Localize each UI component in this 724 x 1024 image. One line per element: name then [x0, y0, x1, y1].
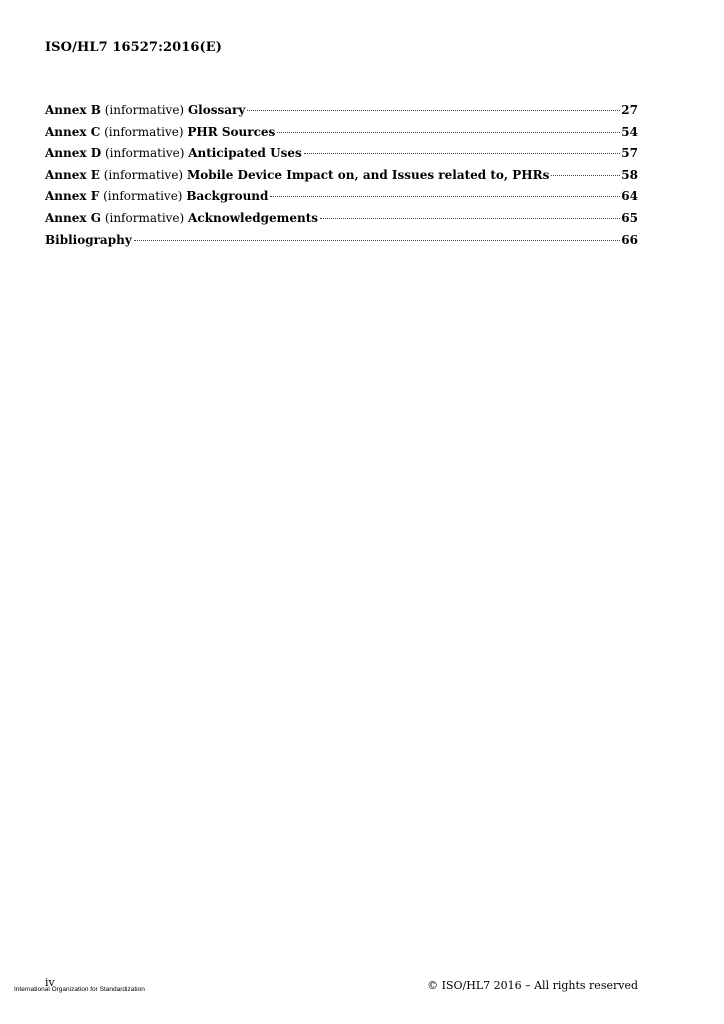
- toc-entry-annex-d[interactable]: [45, 143, 638, 165]
- toc-entry-annex-e[interactable]: [45, 165, 638, 187]
- toc-entry-title: Anticipated Uses: [188, 146, 302, 161]
- footer-organization: International Organization for Standardization: [14, 986, 145, 993]
- toc-entry-prefix: Annex C: [45, 124, 101, 139]
- table-of-contents: [45, 100, 638, 251]
- toc-entry-title: PHR Sources: [187, 124, 276, 139]
- dot-leader: [304, 153, 621, 154]
- toc-entry-prefix: Annex B: [45, 103, 101, 117]
- toc-entry-label: [45, 230, 132, 252]
- toc-entry-label: [45, 122, 275, 144]
- toc-entry-bibliography[interactable]: [45, 230, 638, 252]
- toc-entry-title: Mobile Device Impact on, and Issues related to, PHRs: [186, 167, 550, 182]
- dot-leader: [270, 196, 620, 197]
- toc-entry-type: (informative): [104, 103, 185, 117]
- toc-entry-title: Acknowledgements: [188, 210, 319, 225]
- dot-leader: [277, 132, 620, 133]
- toc-entry-page: 27: [621, 103, 638, 117]
- toc-entry-title: Background: [186, 189, 269, 204]
- dot-leader: [134, 240, 621, 241]
- toc-entry-type: (informative): [104, 210, 185, 225]
- toc-entry-label: [45, 208, 318, 230]
- dot-leader: [320, 218, 620, 219]
- dot-leader: [551, 175, 620, 176]
- toc-entry-annex-g[interactable]: [45, 208, 638, 230]
- toc-entry-page: 54: [621, 124, 638, 139]
- toc-entry-label: [45, 186, 268, 208]
- toc-entry-page: 64: [621, 189, 638, 204]
- footer-page-number: iv: [45, 976, 55, 989]
- toc-entry-page: 65: [621, 210, 638, 225]
- toc-entry-prefix: Annex G: [45, 210, 101, 225]
- document-identifier: ISO/HL7 16527:2016(E): [45, 40, 223, 55]
- toc-entry-label: [45, 143, 302, 165]
- toc-entry-title: Glossary: [187, 103, 246, 117]
- toc-entry-type: (informative): [103, 167, 184, 182]
- toc-entry-page: 58: [621, 167, 638, 182]
- toc-entry-label: [45, 100, 245, 122]
- toc-entry-annex-f[interactable]: [45, 186, 638, 208]
- dot-leader: [247, 110, 620, 111]
- toc-entry-prefix: Annex F: [45, 189, 100, 204]
- toc-entry-annex-c[interactable]: [45, 122, 638, 144]
- toc-entry-prefix: Annex E: [45, 167, 100, 182]
- toc-entry-type: (informative): [103, 189, 183, 204]
- toc-entry-label: [45, 165, 549, 187]
- footer-copyright: © ISO/HL7 2016 – All rights reserved: [427, 979, 638, 992]
- toc-entry-type: (informative): [104, 146, 185, 161]
- toc-entry-page: 66: [621, 232, 638, 247]
- toc-entry-page: 57: [621, 146, 638, 161]
- toc-entry-annex-b[interactable]: [45, 100, 638, 122]
- toc-entry-prefix: Bibliography: [45, 232, 132, 247]
- toc-entry-type: (informative): [104, 124, 184, 139]
- toc-entry-prefix: Annex D: [45, 146, 102, 161]
